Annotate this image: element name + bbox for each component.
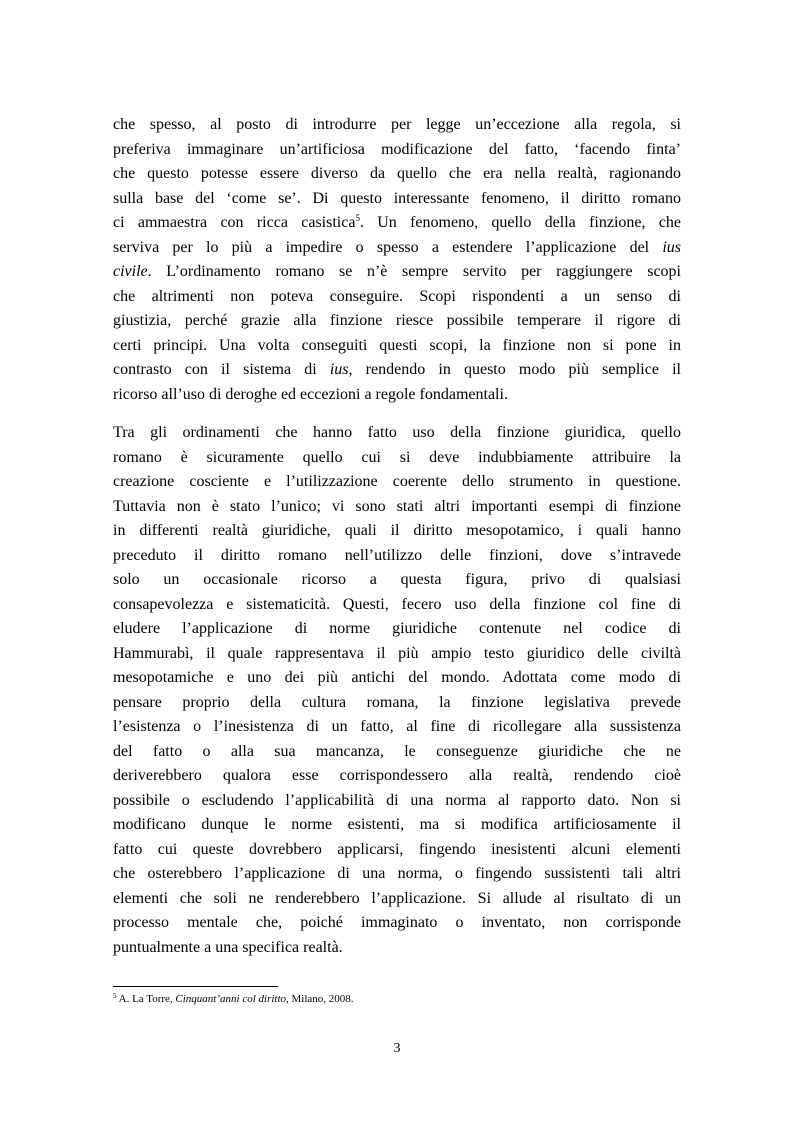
text-line: certi principi. Una volta conseguiti questi scopi, la finzione non si pone in bbox=[113, 336, 681, 354]
text-fragment: . L’ordinamento romano se n’è sempre servito per raggiungere scopi bbox=[147, 263, 681, 280]
text-line: in differenti realtà giuridiche, quali il diritto mesopotamico, i quali hanno bbox=[113, 522, 681, 539]
italic-term: ius bbox=[329, 361, 349, 378]
text-line bbox=[113, 211, 681, 236]
text-fragment: ci ammaestra con ricca casistica bbox=[113, 214, 356, 231]
text-line: fatto cui queste dovrebbero applicarsi, fingendo inesistenti alcuni elementi bbox=[113, 840, 681, 858]
footnote-title: Cinquant’anni col diritto bbox=[175, 993, 287, 1005]
text-line: mesopotamiche e uno dei più antichi del mondo. Adottata come modo di bbox=[113, 669, 681, 686]
text-line: deriverebbero qualora esse corrispondessero alla realtà, rendendo cioè bbox=[113, 767, 681, 784]
text-line: solo un occasionale ricorso a questa figura, privo di qualsiasi bbox=[113, 571, 681, 588]
italic-term: civile bbox=[113, 263, 148, 280]
text-line: del fatto o alla sua mancanza, le conseguenze giuridiche che ne bbox=[113, 742, 681, 760]
text-line: che altrimenti non poteva conseguire. Scopi rispondenti a un senso di bbox=[113, 287, 681, 305]
text-line: preceduto il diritto romano nell’utilizzo delle finzioni, dove s’intravede bbox=[113, 546, 681, 564]
text-line: Tuttavia non è stato l’unico; vi sono stati altri importanti esempi di finzione bbox=[113, 497, 681, 515]
italic-term: ius bbox=[662, 238, 681, 256]
text-line: creazione cosciente e l’utilizzazione coerente dello strumento in questione. bbox=[113, 473, 681, 490]
text-line: l’esistenza o l’inesistenza di un fatto, al fine di ricollegare alla sussistenza bbox=[113, 718, 681, 735]
text-line bbox=[113, 260, 681, 285]
text-line: sulla base del ‘come se’. Di questo interessante fenomeno, il diritto romano bbox=[113, 189, 681, 207]
text-line: giustizia, perché grazie alla finzione riesce possibile temperare il rigore di bbox=[113, 312, 681, 329]
text-fragment: , rendendo in questo modo più semplice il bbox=[348, 361, 682, 378]
paragraph-1 bbox=[113, 113, 681, 407]
text-line: possibile o escludendo l’applicabilità di una norma al rapporto dato. Non si bbox=[113, 791, 681, 809]
text-line: che questo potesse essere diverso da quello che era nella realtà, ragionando bbox=[113, 165, 681, 182]
text-fragment: serviva per lo più a impedire o spesso a estendere l’applicazione del bbox=[113, 238, 663, 256]
text-line: modificano dunque le norme esistenti, ma si modifica artificiosamente il bbox=[113, 816, 681, 833]
text-line: preferiva immaginare un’artificiosa modificazione del fatto, ‘facendo finta’ bbox=[113, 140, 681, 158]
footnote-number: 5 bbox=[113, 992, 117, 1000]
page-number: 3 bbox=[393, 1041, 401, 1056]
footnote-author: A. La Torre, bbox=[116, 993, 176, 1005]
text-line: che osterebbero l’applicazione di una norma, o fingendo sussistenti tali altri bbox=[113, 865, 681, 882]
text-line bbox=[113, 236, 681, 261]
text-line: puntualmente a una specifica realtà. bbox=[113, 938, 343, 956]
text-line: consapevolezza e sistematicità. Questi, fecero uso della finzione col fine di bbox=[113, 595, 681, 613]
footnote-reference[interactable]: 5 bbox=[355, 213, 360, 223]
text-line: eludere l’applicazione di norme giuridiche contenute nel codice di bbox=[113, 620, 681, 637]
text-line: Hammurabì, il quale rappresentava il più ampio testo giuridico delle civiltà bbox=[113, 644, 681, 662]
text-line: che spesso, al posto di introdurre per legge un’eccezione alla regola, si bbox=[113, 116, 681, 133]
text-line: Tra gli ordinamenti che hanno fatto uso della finzione giuridica, quello bbox=[113, 424, 681, 441]
text-line: pensare proprio della cultura romana, la finzione legislativa prevede bbox=[113, 693, 681, 711]
text-line: elementi che soli ne renderebbero l’applicazione. Si allude al risultato di un bbox=[113, 889, 681, 907]
footnote-separator bbox=[113, 986, 278, 987]
text-line bbox=[113, 358, 681, 383]
text-fragment: . Un fenomeno, quello della finzione, che bbox=[359, 214, 681, 231]
text-line: ricorso all’uso di deroghe ed eccezioni a regole fondamentali. bbox=[113, 385, 508, 403]
text-fragment: contrasto con il sistema di bbox=[113, 361, 330, 378]
footnote-rest: , Milano, 2008. bbox=[286, 993, 354, 1005]
text-line: processo mentale che, poiché immaginato o inventato, non corrisponde bbox=[113, 914, 681, 931]
paragraph-2 bbox=[113, 421, 681, 960]
text-line: romano è sicuramente quello cui si deve indubbiamente attribuire la bbox=[113, 448, 681, 466]
footnote bbox=[113, 992, 681, 1006]
